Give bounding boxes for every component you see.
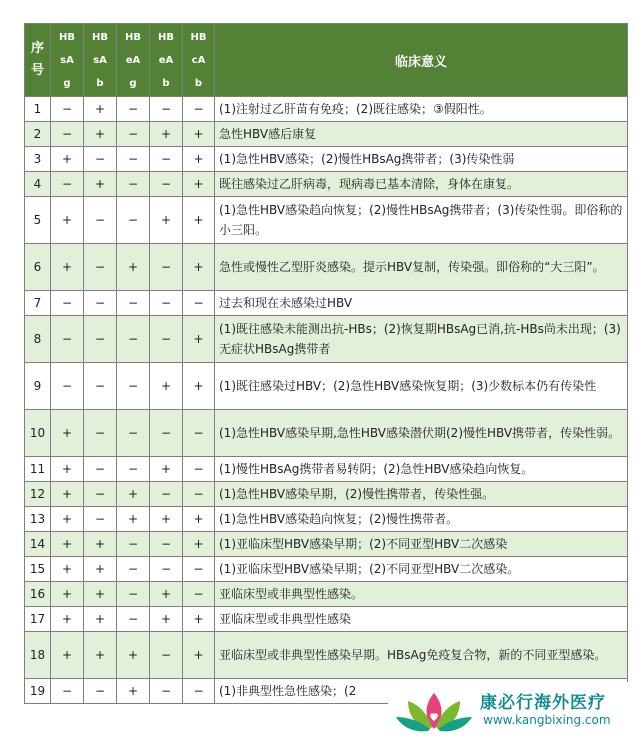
marker-result: + <box>84 97 117 122</box>
header-hbcab <box>183 24 215 97</box>
marker-result: + <box>51 557 84 582</box>
row-number: 17 <box>25 607 51 632</box>
marker-result: − <box>84 410 117 457</box>
clinical-meaning: 过去和现在未感染过HBV <box>215 291 628 316</box>
marker-result: − <box>150 244 183 291</box>
header-text: b <box>194 77 203 89</box>
row-number: 16 <box>25 582 51 607</box>
marker-result: − <box>84 197 117 244</box>
header-text: eA <box>158 54 174 66</box>
marker-result: − <box>150 532 183 557</box>
marker-result: − <box>117 147 150 172</box>
table-row <box>25 607 628 632</box>
clinical-meaning: 既往感染过乙肝病毒，现病毒已基本清除，身体在康复。 <box>215 172 628 197</box>
marker-result: − <box>150 316 183 363</box>
table-row <box>25 244 628 291</box>
table-row <box>25 532 628 557</box>
table-row <box>25 197 628 244</box>
header-text: sA <box>93 54 107 66</box>
row-number: 18 <box>25 632 51 679</box>
clinical-meaning: (1)急性HBV感染早期,急性HBV感染潜伏期(2)慢性HBV携带者，传染性弱。 <box>215 410 628 457</box>
marker-result: + <box>183 507 215 532</box>
marker-result: + <box>117 507 150 532</box>
table-row <box>25 582 628 607</box>
marker-result: + <box>117 632 150 679</box>
row-number: 5 <box>25 197 51 244</box>
marker-result: − <box>117 197 150 244</box>
marker-result: + <box>84 172 117 197</box>
marker-result: − <box>117 410 150 457</box>
row-number: 14 <box>25 532 51 557</box>
table-row <box>25 507 628 532</box>
marker-result: − <box>84 457 117 482</box>
marker-result: − <box>150 291 183 316</box>
marker-result: − <box>51 172 84 197</box>
marker-result: − <box>150 97 183 122</box>
header-row <box>25 24 628 97</box>
clinical-meaning: (1)急性HBV感染早期，(2)慢性携带者，传染性强。 <box>215 482 628 507</box>
marker-result: − <box>150 632 183 679</box>
lotus-icon <box>394 685 474 737</box>
table-body <box>25 97 628 704</box>
marker-result: + <box>150 507 183 532</box>
marker-result: − <box>150 679 183 704</box>
table-row <box>25 363 628 410</box>
marker-result: + <box>183 172 215 197</box>
clinical-meaning: (1)既往感染未能测出抗-HBs；(2)恢复期HBsAg已消,抗-HBs尚未出现；(3)无症状HBsAg携带者 <box>215 316 628 363</box>
marker-result: − <box>84 316 117 363</box>
row-number: 15 <box>25 557 51 582</box>
marker-result: + <box>51 607 84 632</box>
table-row <box>25 97 628 122</box>
header-text: HB <box>59 31 75 43</box>
row-number: 2 <box>25 122 51 147</box>
header-text: g <box>63 77 71 89</box>
header-text: HB <box>190 31 207 43</box>
marker-result: + <box>51 532 84 557</box>
brand-url: www.kangbixing.com <box>483 713 611 727</box>
table-row <box>25 316 628 363</box>
marker-result: + <box>51 410 84 457</box>
marker-result: + <box>183 197 215 244</box>
header-text: b <box>162 77 170 89</box>
marker-result: − <box>183 582 215 607</box>
clinical-meaning: (1)亚临床型HBV感染早期；(2)不同亚型HBV二次感染。 <box>215 557 628 582</box>
table-row <box>25 172 628 197</box>
marker-result: + <box>117 244 150 291</box>
header-seq-line: 序 <box>30 41 44 56</box>
marker-result: + <box>84 632 117 679</box>
row-number: 9 <box>25 363 51 410</box>
header-text: HB <box>158 31 174 43</box>
header-text: sA <box>60 54 74 66</box>
clinical-meaning: (1)急性HBV感染趋向恢复；(2)慢性携带者。 <box>215 507 628 532</box>
table-row <box>25 482 628 507</box>
marker-result: − <box>51 291 84 316</box>
marker-result: − <box>150 147 183 172</box>
header-seq <box>25 24 51 97</box>
marker-result: − <box>117 97 150 122</box>
marker-result: − <box>183 97 215 122</box>
header-hbsag <box>51 24 84 97</box>
table-row <box>25 557 628 582</box>
marker-result: + <box>117 482 150 507</box>
marker-result: − <box>150 482 183 507</box>
table-row <box>25 632 628 679</box>
marker-result: − <box>84 482 117 507</box>
row-number: 11 <box>25 457 51 482</box>
marker-result: + <box>117 679 150 704</box>
brand-name: 康必行海外医疗 <box>480 693 606 713</box>
row-number: 3 <box>25 147 51 172</box>
marker-result: + <box>150 122 183 147</box>
header-clinical-meaning: 临床意义 <box>215 24 628 97</box>
marker-result: − <box>183 482 215 507</box>
clinical-meaning: (1)急性HBV感染趋向恢复；(2)慢性HBsAg携带者；(3)传染性弱。即俗称的小三阳。 <box>215 197 628 244</box>
row-number: 4 <box>25 172 51 197</box>
marker-result: + <box>183 632 215 679</box>
marker-result: − <box>51 363 84 410</box>
marker-result: − <box>183 557 215 582</box>
marker-result: − <box>117 316 150 363</box>
marker-result: − <box>150 172 183 197</box>
table-row <box>25 291 628 316</box>
row-number: 7 <box>25 291 51 316</box>
marker-result: − <box>51 679 84 704</box>
marker-result: + <box>183 532 215 557</box>
header-seq-line: 号 <box>30 63 44 78</box>
table-row <box>25 410 628 457</box>
clinical-meaning: 急性HBV感后康复 <box>215 122 628 147</box>
clinical-meaning: 亚临床型或非典型性感染早期。HBsAg免疫复合物，新的不同亚型感染。 <box>215 632 628 679</box>
marker-result: + <box>84 122 117 147</box>
marker-result: − <box>84 147 117 172</box>
header-hbeab <box>150 24 183 97</box>
marker-result: + <box>51 457 84 482</box>
marker-result: − <box>150 410 183 457</box>
clinical-meaning: (1)急性HBV感染；(2)慢性HBsAg携带者；(3)传染性弱 <box>215 147 628 172</box>
marker-result: + <box>150 582 183 607</box>
table-row <box>25 147 628 172</box>
row-number: 13 <box>25 507 51 532</box>
row-number: 12 <box>25 482 51 507</box>
clinical-meaning: (1)既往感染过HBV；(2)急性HBV感染恢复期；(3)少数标本仍有传染性 <box>215 363 628 410</box>
marker-result: − <box>117 122 150 147</box>
marker-result: + <box>150 363 183 410</box>
marker-result: − <box>117 532 150 557</box>
row-number: 10 <box>25 410 51 457</box>
marker-result: − <box>84 679 117 704</box>
header-text: eA <box>125 54 141 66</box>
marker-result: + <box>150 607 183 632</box>
marker-result: − <box>117 363 150 410</box>
marker-result: − <box>84 244 117 291</box>
row-number: 19 <box>25 679 51 704</box>
marker-result: + <box>150 457 183 482</box>
marker-result: − <box>183 410 215 457</box>
brand-logo <box>388 682 636 739</box>
marker-result: + <box>183 244 215 291</box>
marker-result: − <box>84 363 117 410</box>
marker-result: + <box>84 532 117 557</box>
header-text: HB <box>92 31 108 43</box>
clinical-meaning: (1)非典型性急性感染；(2 <box>215 679 628 704</box>
marker-result: + <box>51 147 84 172</box>
marker-result: − <box>51 316 84 363</box>
marker-result: − <box>150 557 183 582</box>
marker-result: + <box>183 363 215 410</box>
marker-result: + <box>51 632 84 679</box>
header-text: b <box>96 77 104 89</box>
marker-result: + <box>84 557 117 582</box>
marker-result: − <box>117 582 150 607</box>
marker-result: + <box>150 197 183 244</box>
marker-result: + <box>51 244 84 291</box>
table-row <box>25 457 628 482</box>
row-number: 8 <box>25 316 51 363</box>
marker-result: + <box>183 147 215 172</box>
marker-result: − <box>117 457 150 482</box>
clinical-meaning: 急性或慢性乙型肝炎感染。提示HBV复制，传染强。即俗称的“大三阳”。 <box>215 244 628 291</box>
marker-result: − <box>183 291 215 316</box>
marker-result: − <box>117 172 150 197</box>
marker-result: − <box>51 122 84 147</box>
marker-result: + <box>51 197 84 244</box>
header-hbsab <box>84 24 117 97</box>
marker-result: − <box>84 291 117 316</box>
marker-result: − <box>183 679 215 704</box>
header-hbeag <box>117 24 150 97</box>
clinical-meaning: (1)慢性HBsAg携带者易转阴；(2)急性HBV感染趋向恢复。 <box>215 457 628 482</box>
clinical-meaning: (1)亚临床型HBV感染早期；(2)不同亚型HBV二次感染 <box>215 532 628 557</box>
marker-result: − <box>117 291 150 316</box>
marker-result: − <box>117 557 150 582</box>
marker-result: − <box>183 457 215 482</box>
header-text: cA <box>191 54 206 66</box>
clinical-meaning: (1)注射过乙肝苗有免疫；(2)既往感染；③假阳性。 <box>215 97 628 122</box>
marker-result: + <box>183 122 215 147</box>
row-number: 6 <box>25 244 51 291</box>
clinical-meaning: 亚临床型或非典型性感染 <box>215 607 628 632</box>
marker-result: + <box>84 582 117 607</box>
header-text: HB <box>125 31 141 43</box>
header-text: g <box>129 77 137 89</box>
marker-result: + <box>183 607 215 632</box>
hbv-markers-table <box>24 23 628 704</box>
marker-result: + <box>51 507 84 532</box>
table-row <box>25 122 628 147</box>
marker-result: + <box>183 316 215 363</box>
clinical-meaning: 亚临床型或非典型性感染。 <box>215 582 628 607</box>
marker-result: − <box>84 507 117 532</box>
row-number: 1 <box>25 97 51 122</box>
marker-result: + <box>51 482 84 507</box>
marker-result: + <box>51 582 84 607</box>
marker-result: + <box>84 607 117 632</box>
marker-result: − <box>117 607 150 632</box>
marker-result: − <box>51 97 84 122</box>
